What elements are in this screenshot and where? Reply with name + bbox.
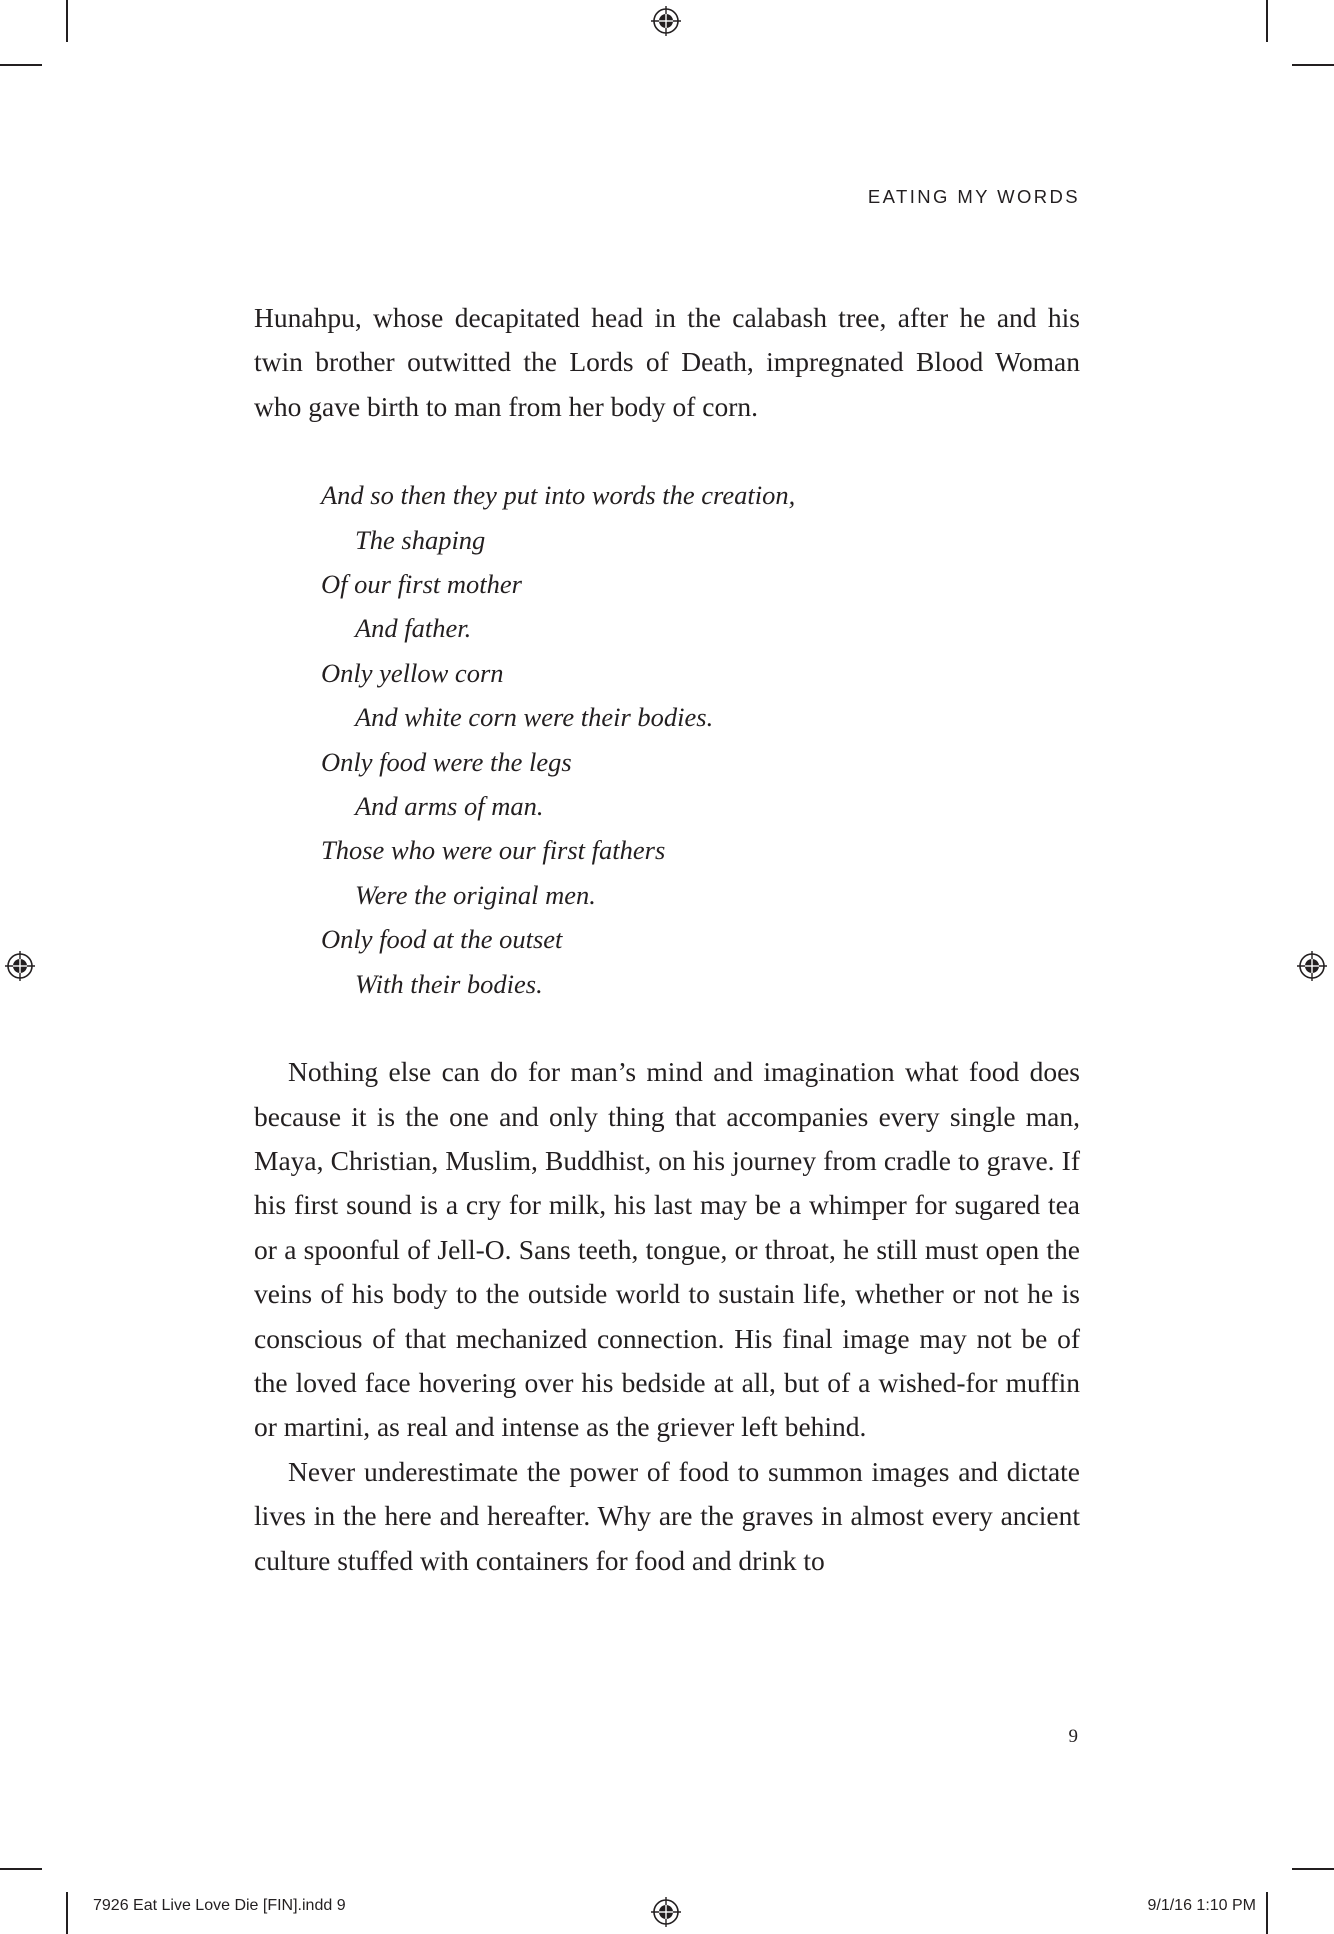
verse-line: And arms of man. — [355, 791, 544, 822]
crop-mark — [66, 1892, 68, 1934]
slug-timestamp: 9/1/16 1:10 PM — [1147, 1897, 1256, 1914]
body-paragraph: Never underestimate the power of food to summon images and dictate lives in the here and hereafter. Why are the graves in almost every ancient culture stuffed with containers for food and drink to — [254, 1455, 1080, 1576]
verse-line: The shaping — [355, 524, 486, 555]
crop-mark — [0, 64, 42, 66]
verse-line: And so then they put into words the creation, — [321, 480, 796, 511]
verse-line: Only food were the legs — [321, 746, 572, 777]
verse-line: Only food at the outset — [321, 924, 563, 955]
page-number: 9 — [1068, 1726, 1078, 1747]
body-paragraph: Hunahpu, whose decapitated head in the calabash tree, after he and his twin brother outwitted the Lords of Death, impregnated Blood Woman who gave birth to man from her body of corn. — [254, 302, 1080, 422]
running-head: EATING MY WORDS — [867, 186, 1080, 207]
crop-mark — [66, 0, 68, 42]
registration-mark-icon — [1297, 951, 1327, 981]
body-paragraph: Nothing else can do for man’s mind and imagination what food does because it is the one and only thing that accompanies every single man, Maya, Christian, Muslim, Buddhist, on his journey from cradle to grave. If his first sound is a cry for milk, his last may be a whimper for sugared tea or a spoonful of Jell-O. Sans teeth, tongue, or throat, he still must open the veins of his body to the outside world to sustain life, whether or not he is conscious of that mechanized connection. His final image may not be of the loved face hovering over his bedside at all, but of a wished-for muffin or martini, as real and intense as the griever left behind. — [254, 1056, 1080, 1443]
verse-line: And father. — [355, 613, 472, 644]
verse-line: Those who were our first fathers — [321, 835, 666, 866]
verse-line: Were the original men. — [355, 879, 596, 910]
crop-mark — [1292, 1868, 1334, 1870]
verse-line: Of our first mother — [321, 569, 522, 600]
crop-mark — [1292, 64, 1334, 66]
registration-mark-icon — [651, 6, 681, 36]
registration-mark-icon — [651, 1897, 681, 1927]
verse-line: Only yellow corn — [321, 657, 504, 688]
slug-filename: 7926 Eat Live Love Die [FIN].indd 9 — [93, 1897, 346, 1914]
verse-block — [254, 473, 1080, 1006]
crop-mark — [1266, 1892, 1268, 1934]
text-block — [254, 296, 1080, 1583]
crop-mark — [1266, 0, 1268, 42]
crop-mark — [0, 1868, 42, 1870]
registration-mark-icon — [5, 951, 35, 981]
verse-line: And white corn were their bodies. — [355, 702, 714, 733]
verse-line: With their bodies. — [355, 968, 543, 999]
